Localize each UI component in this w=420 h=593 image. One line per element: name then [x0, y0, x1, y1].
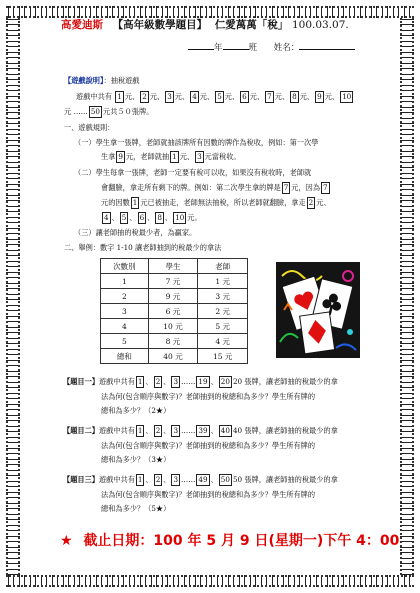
student-info-line: [188, 42, 355, 55]
table-cell: 3: [101, 304, 149, 319]
deadline-line: [60, 530, 399, 550]
school-name: 高愛迪斯: [61, 19, 103, 31]
example-heading: 二、舉例：數字 1-10 讓老師抽到的稅最少的拿法: [64, 243, 222, 252]
table-cell: 10 元: [148, 319, 198, 334]
table-total-row: [101, 349, 248, 364]
table-header-cell: 老師: [198, 259, 248, 274]
table-cell: 6 元: [148, 304, 198, 319]
table-cell: 3 元: [198, 289, 248, 304]
deadline-text: 截止日期：100 年 5 月 9 日(星期一)下午 4：00: [83, 533, 400, 549]
table-cell: 15 元: [198, 349, 248, 364]
question-label: 【題目二】: [63, 426, 99, 435]
table-cell: 1: [101, 274, 149, 289]
star-icon: ★: [60, 533, 73, 549]
class-label: 班: [248, 43, 258, 53]
rules-heading: 一、遊戲規則：: [64, 123, 115, 132]
cards-line-2: 元 …… 50 元共５０張牌。: [64, 107, 154, 116]
question-label: 【題目一】: [63, 377, 99, 386]
card-box: 10: [342, 92, 352, 101]
example-table: [100, 258, 248, 364]
page-header: [61, 17, 349, 32]
header-title: 【高年級數學題目】: [112, 19, 208, 31]
table-row: [101, 289, 248, 304]
card-box: 4: [192, 92, 197, 101]
table-cell: 總和: [101, 349, 149, 364]
card-box: 50: [90, 107, 101, 116]
question-label: 【題目三】: [63, 475, 99, 484]
table-cell: 2: [101, 289, 149, 304]
table-header-cell: 學生: [148, 259, 198, 274]
table-cell: 2 元: [198, 304, 248, 319]
game-title-text: ：抽稅遊戲: [103, 76, 140, 85]
rule-2-line-2: 會翻臉，拿走所有剩下的牌。例如：第二次學生拿的牌是 7 元，因為 7: [101, 183, 328, 192]
name-label: 姓名：: [273, 43, 300, 53]
table-cell: 4: [101, 319, 149, 334]
table-cell: 1 元: [198, 274, 248, 289]
rule-1-line-1: （一）學生拿一張牌，老師就抽該牌所有因數的牌作為稅收，例如：第一次學: [74, 138, 319, 147]
card-box: 8: [292, 92, 297, 101]
card-box: 1: [117, 92, 122, 101]
table-cell: 9 元: [148, 289, 198, 304]
table-cell: 5: [101, 334, 149, 349]
question-1: 【題目一】遊戲中共有 1 、 2 、 3 …… 19 、 20 20 張牌，讓老師抽的稅最少的拿 法為何(包含順序與數字)？老師抽到的稅總和為多少？學生所有牌的 總和為多少？（2★）: [63, 377, 338, 415]
game-title-label: 【遊戲說明】: [64, 76, 104, 85]
card-box: 3: [167, 92, 172, 101]
table-row: [101, 319, 248, 334]
question-2: 【題目二】遊戲中共有 1 、 2 、 3 …… 39 、 40 40 張牌，讓老師抽的稅最少的拿 法為何(包含順序與數字)？老師抽到的稅總和為多少？學生所有牌的 總和為多少？（3★）: [63, 426, 338, 464]
page-border-bottom: [6, 575, 414, 587]
table-cell: 5 元: [198, 319, 248, 334]
header-subject: 仁愛萬萬「稅」: [214, 19, 289, 31]
year-label: 年: [214, 43, 223, 53]
question-3: 【題目三】遊戲中共有 1 、 2 、 3 …… 49 、 50 50 張牌，讓老師抽的稅最少的拿 法為何(包含順序與數字)？老師抽到的稅總和為多少？學生所有牌的 總和為多少？（5★）: [63, 475, 338, 513]
table-row: [101, 274, 248, 289]
header-date: 100.03.07.: [291, 19, 349, 31]
card-box: 9: [317, 92, 322, 101]
rule-2-line-4: 4 、 5 、 6 、 8 、 10 元。: [104, 213, 202, 222]
card-box: 5: [217, 92, 222, 101]
playing-cards-illustration: [276, 262, 360, 358]
rule-1-line-2: 生拿 9 元，老師就抽 1 元、 3 元當稅收。: [101, 152, 241, 161]
game-title: [64, 75, 139, 88]
table-cell: 7 元: [148, 274, 198, 289]
rule-2-line-3: 元的因數 1 元已被抽走，老師無法抽稅，所以老師就翻臉，拿走 2 元、: [101, 198, 331, 207]
table-row: [101, 304, 248, 319]
table-cell: 8 元: [148, 334, 198, 349]
card-box: 6: [242, 92, 247, 101]
rule-2-line-1: （二）學生每拿一張牌，老師一定要有稅可以收，如果沒有稅收時，老師就: [74, 168, 312, 177]
page-border-left: [6, 6, 20, 587]
card-box: 7: [267, 92, 272, 101]
table-row: [101, 334, 248, 349]
table-cell: 4 元: [198, 334, 248, 349]
table-cell: 40 元: [148, 349, 198, 364]
page-border-right: [400, 6, 414, 587]
table-header-cell: 次數別: [101, 259, 149, 274]
rule-3: （三）讓老師抽的稅最少者，為贏家。: [74, 228, 197, 237]
card-box: 2: [142, 92, 147, 101]
cards-line-1: 遊戲中共有 1 元、 2 元、 3 元、 4 元、 5 元、 6 元、 7 元、 8 元、 9 元、 10: [76, 92, 352, 101]
table-header-row: [101, 259, 248, 274]
